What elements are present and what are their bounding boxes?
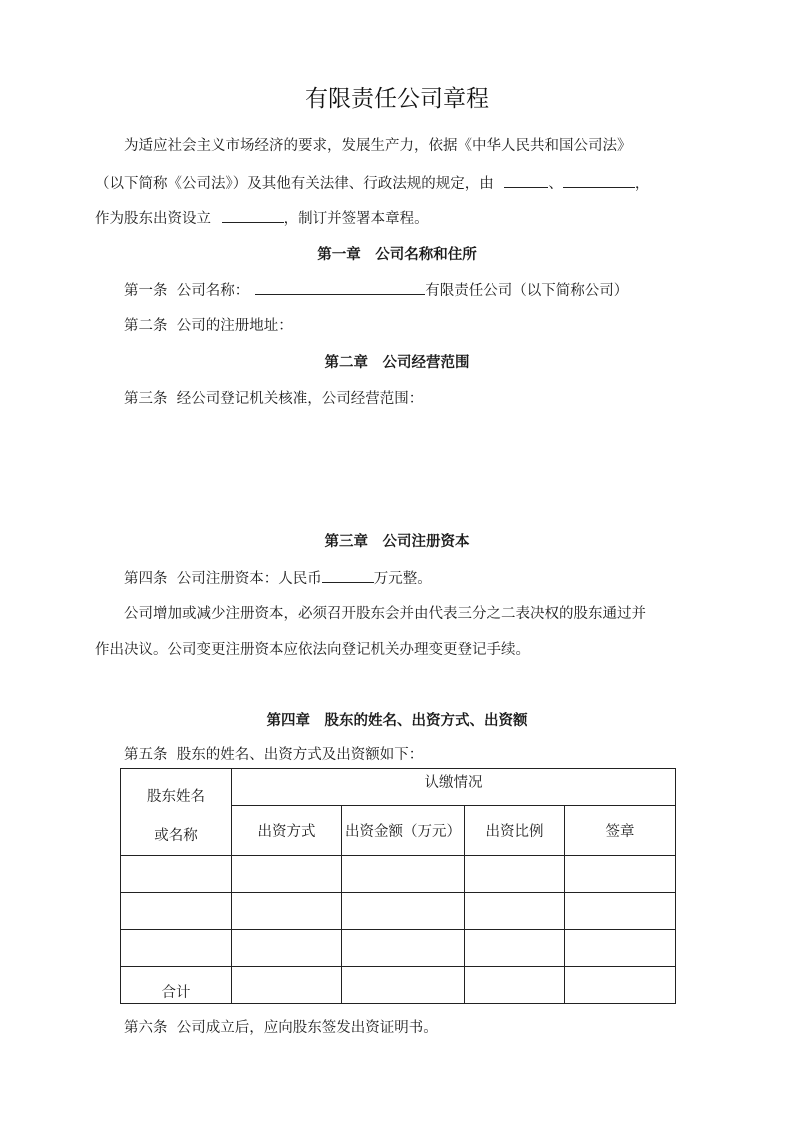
founder-1-blank bbox=[504, 173, 548, 188]
table-cell[interactable] bbox=[342, 856, 465, 893]
capital-paragraph-line-1: 公司增加或减少注册资本，必须召开股东会并由代表三分之二表决权的股东通过并 bbox=[124, 606, 646, 622]
column-header-ratio: 出资比例 bbox=[465, 806, 565, 856]
chapter-4-heading: 第四章 股东的姓名、出资方式、出资额 bbox=[266, 712, 528, 729]
article-text: 公司注册资本：人民币 bbox=[176, 571, 322, 587]
article-label: 第四条 bbox=[124, 571, 168, 587]
table-cell[interactable] bbox=[342, 893, 465, 930]
table-cell[interactable] bbox=[565, 930, 676, 967]
article-suffix: 有限责任公司（以下简称公司） bbox=[425, 283, 629, 299]
preamble-line-3-text: 作为股东出资设立 bbox=[95, 211, 211, 227]
founder-2-blank bbox=[563, 173, 635, 188]
article-2 bbox=[124, 316, 293, 336]
comma: ， bbox=[634, 176, 650, 192]
table-row bbox=[121, 930, 676, 967]
table-cell[interactable] bbox=[465, 893, 565, 930]
table-cell[interactable] bbox=[565, 856, 676, 893]
article-6 bbox=[124, 1018, 438, 1038]
table-cell[interactable] bbox=[465, 930, 565, 967]
table-cell[interactable] bbox=[232, 893, 342, 930]
separator: 、 bbox=[548, 176, 563, 192]
article-label: 第三条 bbox=[124, 391, 168, 407]
table-cell[interactable] bbox=[121, 930, 232, 967]
article-1 bbox=[124, 280, 628, 301]
column-header-amount: 出资金额（万元） bbox=[342, 806, 465, 856]
article-suffix: 万元整。 bbox=[373, 571, 432, 587]
article-text: 公司名称： bbox=[176, 283, 250, 299]
article-5 bbox=[124, 745, 423, 765]
article-label: 第一条 bbox=[124, 283, 168, 299]
table-cell[interactable] bbox=[232, 930, 342, 967]
table-cell[interactable] bbox=[121, 893, 232, 930]
table-cell[interactable] bbox=[565, 967, 676, 1004]
table-cell[interactable] bbox=[342, 930, 465, 967]
table-cell[interactable] bbox=[565, 893, 676, 930]
table-cell[interactable] bbox=[232, 967, 342, 1004]
table-cell[interactable] bbox=[232, 856, 342, 893]
table-row bbox=[121, 856, 676, 893]
table-cell[interactable] bbox=[121, 856, 232, 893]
chapter-3-heading: 第三章 公司注册资本 bbox=[324, 533, 470, 550]
total-row bbox=[121, 967, 676, 1004]
table-row bbox=[121, 893, 676, 930]
article-text: 公司的注册地址： bbox=[176, 318, 293, 334]
capital-amount-blank bbox=[322, 568, 374, 583]
table-cell[interactable] bbox=[342, 967, 465, 1004]
article-text: 股东的姓名、出资方式及出资额如下： bbox=[176, 747, 424, 763]
preamble-line-2 bbox=[95, 173, 649, 194]
preamble-line-1: 为适应社会主义市场经济的要求，发展生产力，依据《中华人民共和国公司法》 bbox=[124, 138, 632, 154]
preamble-line-2-text: （以下简称《公司法》）及其他有关法律、行政法规的规定，由 bbox=[95, 176, 494, 192]
chapter-2-heading: 第二章 公司经营范围 bbox=[324, 354, 470, 371]
article-4 bbox=[124, 568, 432, 589]
capital-paragraph-line-2: 作出决议。公司变更注册资本应依法向登记机关办理变更登记手续。 bbox=[95, 642, 530, 658]
company-name-blank bbox=[255, 280, 425, 295]
article-text: 公司成立后，应向股东签发出资证明书。 bbox=[176, 1020, 438, 1036]
article-3 bbox=[124, 389, 423, 409]
document-title: 有限责任公司章程 bbox=[305, 86, 489, 112]
article-label: 第二条 bbox=[124, 318, 168, 334]
article-label: 第六条 bbox=[124, 1020, 168, 1036]
subscription-header: 认缴情况 bbox=[232, 769, 676, 806]
article-text: 经公司登记机关核准，公司经营范围： bbox=[176, 391, 424, 407]
column-header-method: 出资方式 bbox=[232, 806, 342, 856]
header-line-1: 股东姓名 bbox=[147, 789, 205, 805]
table-cell[interactable] bbox=[465, 856, 565, 893]
shareholder-table bbox=[120, 768, 676, 1004]
column-header-signature: 签章 bbox=[565, 806, 676, 856]
table-cell[interactable] bbox=[465, 967, 565, 1004]
shareholder-name-header bbox=[121, 769, 232, 856]
chapter-1-heading: 第一章 公司名称和住所 bbox=[317, 246, 477, 263]
company-blank bbox=[222, 208, 284, 223]
preamble-line-3 bbox=[95, 208, 429, 229]
preamble-line-3-suffix: ，制订并签署本章程。 bbox=[283, 211, 429, 227]
header-line-2: 或名称 bbox=[154, 828, 198, 844]
article-label: 第五条 bbox=[124, 747, 168, 763]
total-label: 合计 bbox=[121, 967, 232, 1004]
